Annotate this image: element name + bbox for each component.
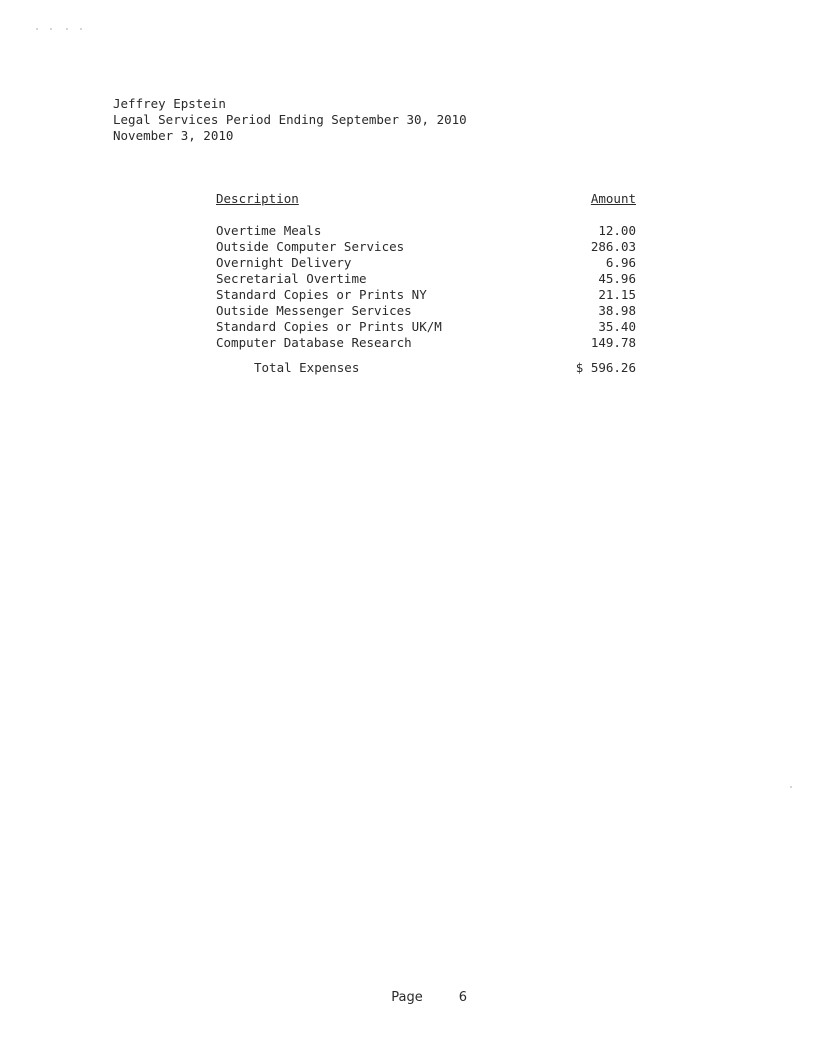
table-row bbox=[216, 255, 636, 271]
table-row bbox=[216, 319, 636, 335]
amount-column-header: Amount bbox=[590, 191, 636, 206]
description-column-header: Description bbox=[216, 191, 299, 206]
row-amount: 149.78 bbox=[590, 335, 636, 350]
table-header-row bbox=[216, 191, 636, 207]
document-header bbox=[113, 96, 467, 144]
row-amount: 21.15 bbox=[598, 287, 636, 302]
table-row bbox=[216, 335, 636, 351]
scan-speck bbox=[790, 786, 792, 788]
row-description: Overtime Meals bbox=[216, 223, 322, 238]
page-footer bbox=[383, 975, 467, 1005]
page-label: Page bbox=[391, 990, 423, 1005]
row-description: Standard Copies or Prints UK/M bbox=[216, 319, 442, 334]
row-description: Overnight Delivery bbox=[216, 255, 352, 270]
total-label: Total Expenses bbox=[254, 360, 360, 375]
total-amount: $ 596.26 bbox=[575, 360, 636, 375]
scan-speck bbox=[36, 28, 38, 30]
scan-speck bbox=[80, 28, 82, 30]
row-amount: 45.96 bbox=[598, 271, 636, 286]
table-row bbox=[216, 303, 636, 319]
row-amount: 6.96 bbox=[605, 255, 636, 270]
total-row bbox=[216, 360, 636, 376]
row-description: Outside Computer Services bbox=[216, 239, 405, 254]
client-name: Jeffrey Epstein bbox=[113, 96, 226, 111]
table-row bbox=[216, 287, 636, 303]
row-amount: 38.98 bbox=[598, 303, 636, 318]
expense-table bbox=[216, 191, 636, 376]
table-row bbox=[216, 271, 636, 287]
scan-speck bbox=[66, 28, 68, 30]
row-description: Computer Database Research bbox=[216, 335, 412, 350]
row-description: Secretarial Overtime bbox=[216, 271, 367, 286]
table-row bbox=[216, 223, 636, 239]
row-amount: 286.03 bbox=[590, 239, 636, 254]
table-row bbox=[216, 239, 636, 255]
row-amount: 12.00 bbox=[598, 223, 636, 238]
row-amount: 35.40 bbox=[598, 319, 636, 334]
row-description: Standard Copies or Prints NY bbox=[216, 287, 427, 302]
page-number: 6 bbox=[458, 990, 468, 1005]
document-date: November 3, 2010 bbox=[113, 128, 234, 143]
scan-speck bbox=[50, 28, 52, 30]
row-description: Outside Messenger Services bbox=[216, 303, 412, 318]
billing-period: Legal Services Period Ending September 30, 2010 bbox=[113, 112, 467, 127]
